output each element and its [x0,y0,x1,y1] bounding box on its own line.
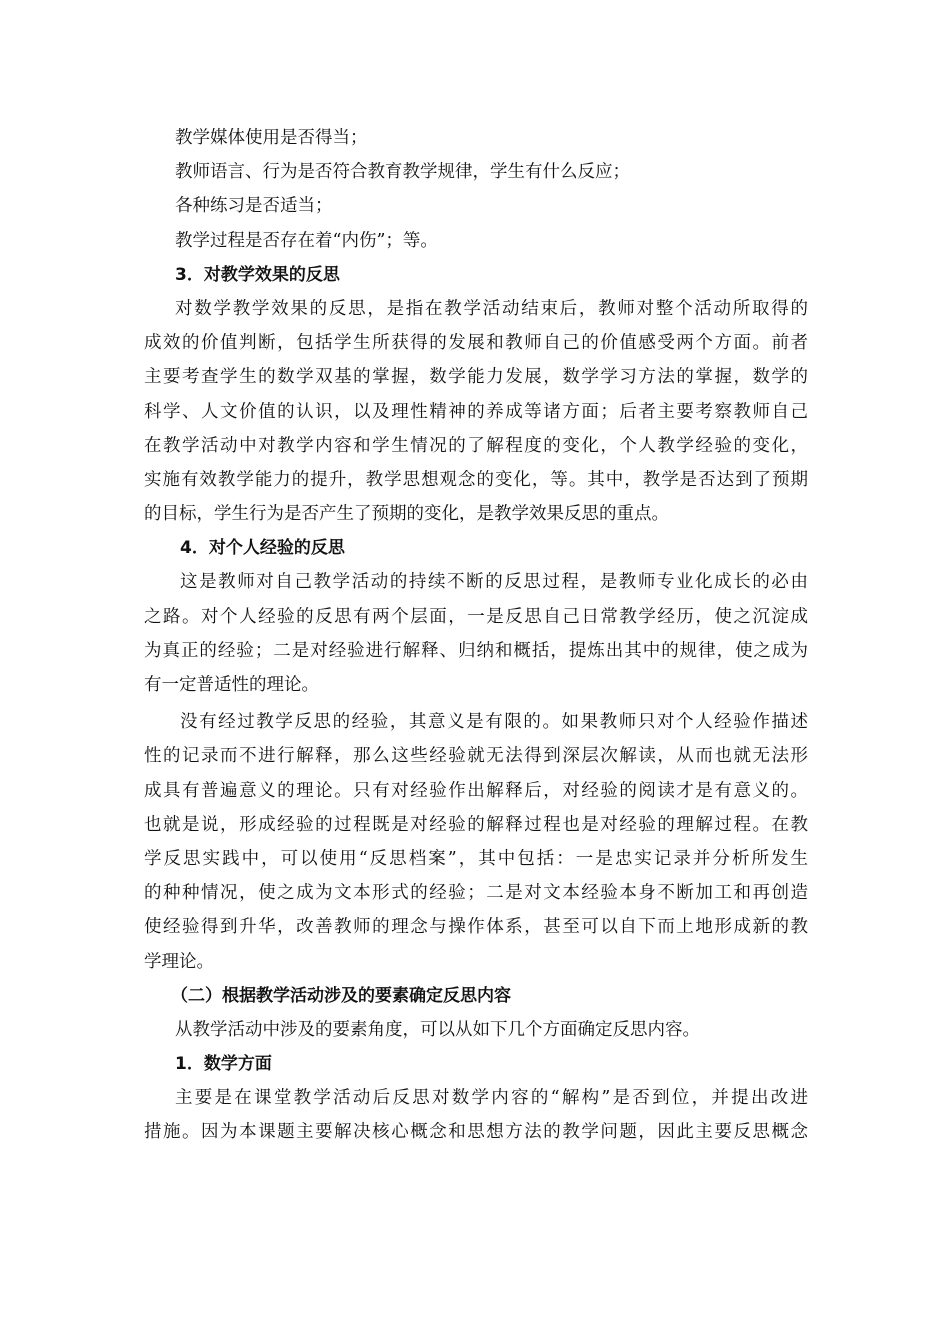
paragraph-line: 在教学活动中对教学内容和学生情况的了解程度的变化，个人教学经验的变化， [144,435,808,456]
paragraph-line: 使经验得到升华，改善教师的理念与操作体系，甚至可以自下而上地形成新的教 [144,917,808,938]
paragraph-line: 成效的价值判断，包括学生所获得的发展和教师自己的价值感受两个方面。前者 [144,333,808,354]
paragraph-line: 对数学教学效果的反思，是指在教学活动结束后，教师对整个活动所取得的 [175,298,808,319]
paragraph-line: 没有经过教学反思的经验，其意义是有限的。如果教师只对个人经验作描述 [180,712,808,733]
list-item: 教学媒体使用是否得当； [175,128,368,148]
paragraph-line: 为真正的经验；二是对经验进行解释、归纳和概括，提炼出其中的规律，使之成为 [144,640,808,661]
paragraph-line: 有一定普适性的理论。 [144,675,319,695]
section-heading: （二）根据教学活动涉及的要素确定反思内容 [171,985,511,1006]
paragraph-line: 学理论。 [144,951,214,972]
paragraph-line: 之路。对个人经验的反思有两个层面，一是反思自己日常教学经历，使之沉淀成 [144,606,808,627]
list-item: 教学过程是否存在着“内伤”；等。 [175,230,438,251]
section-heading: 4．对个人经验的反思 [180,538,345,559]
paragraph-line: 实施有效教学能力的提升，教学思想观念的变化，等。其中，教学是否达到了预期 [144,469,808,490]
paragraph-line: 这是教师对自己教学活动的持续不断的反思过程，是教师专业化成长的必由 [180,572,808,593]
paragraph-line: 的种种情况，使之成为文本形式的经验；二是对文本经验本身不断加工和再创造 [144,883,808,904]
paragraph-line: 科学、人文价值的认识，以及理性精神的养成等诸方面；后者主要考察教师自己 [144,401,808,422]
paragraph-line: 的目标，学生行为是否产生了预期的变化，是教学效果反思的重点。 [144,504,669,525]
paragraph-line: 学反思实践中，可以使用“反思档案”，其中包括：一是忠实记录并分析所发生 [144,848,808,869]
section-heading: 1．数学方面 [175,1054,272,1075]
section-heading: 3．对教学效果的反思 [175,264,340,285]
list-item: 各种练习是否适当； [175,196,333,217]
paragraph-line: 从教学活动中涉及的要素角度，可以从如下几个方面确定反思内容。 [175,1019,700,1040]
paragraph-line: 成具有普遍意义的理论。只有对经验作出解释后，对经验的阅读才是有意义的。 [144,780,808,801]
list-item: 教师语言、行为是否符合教育教学规律，学生有什么反应； [175,162,630,183]
document-body [144,121,808,1150]
paragraph-line: 措施。因为本课题主要解决核心概念和思想方法的教学问题，因此主要反思概念 [144,1122,808,1143]
paragraph-line: 主要是在课堂教学活动后反思对数学内容的“解构”是否到位，并提出改进 [175,1088,808,1109]
paragraph-line: 主要考查学生的数学双基的掌握，数学能力发展，数学学习方法的掌握，数学的 [144,367,808,388]
paragraph-line: 也就是说，形成经验的过程既是对经验的解释过程也是对经验的理解过程。在教 [144,814,808,835]
paragraph-line: 性的记录而不进行解释，那么这些经验就无法得到深层次解读，从而也就无法形 [144,746,808,767]
